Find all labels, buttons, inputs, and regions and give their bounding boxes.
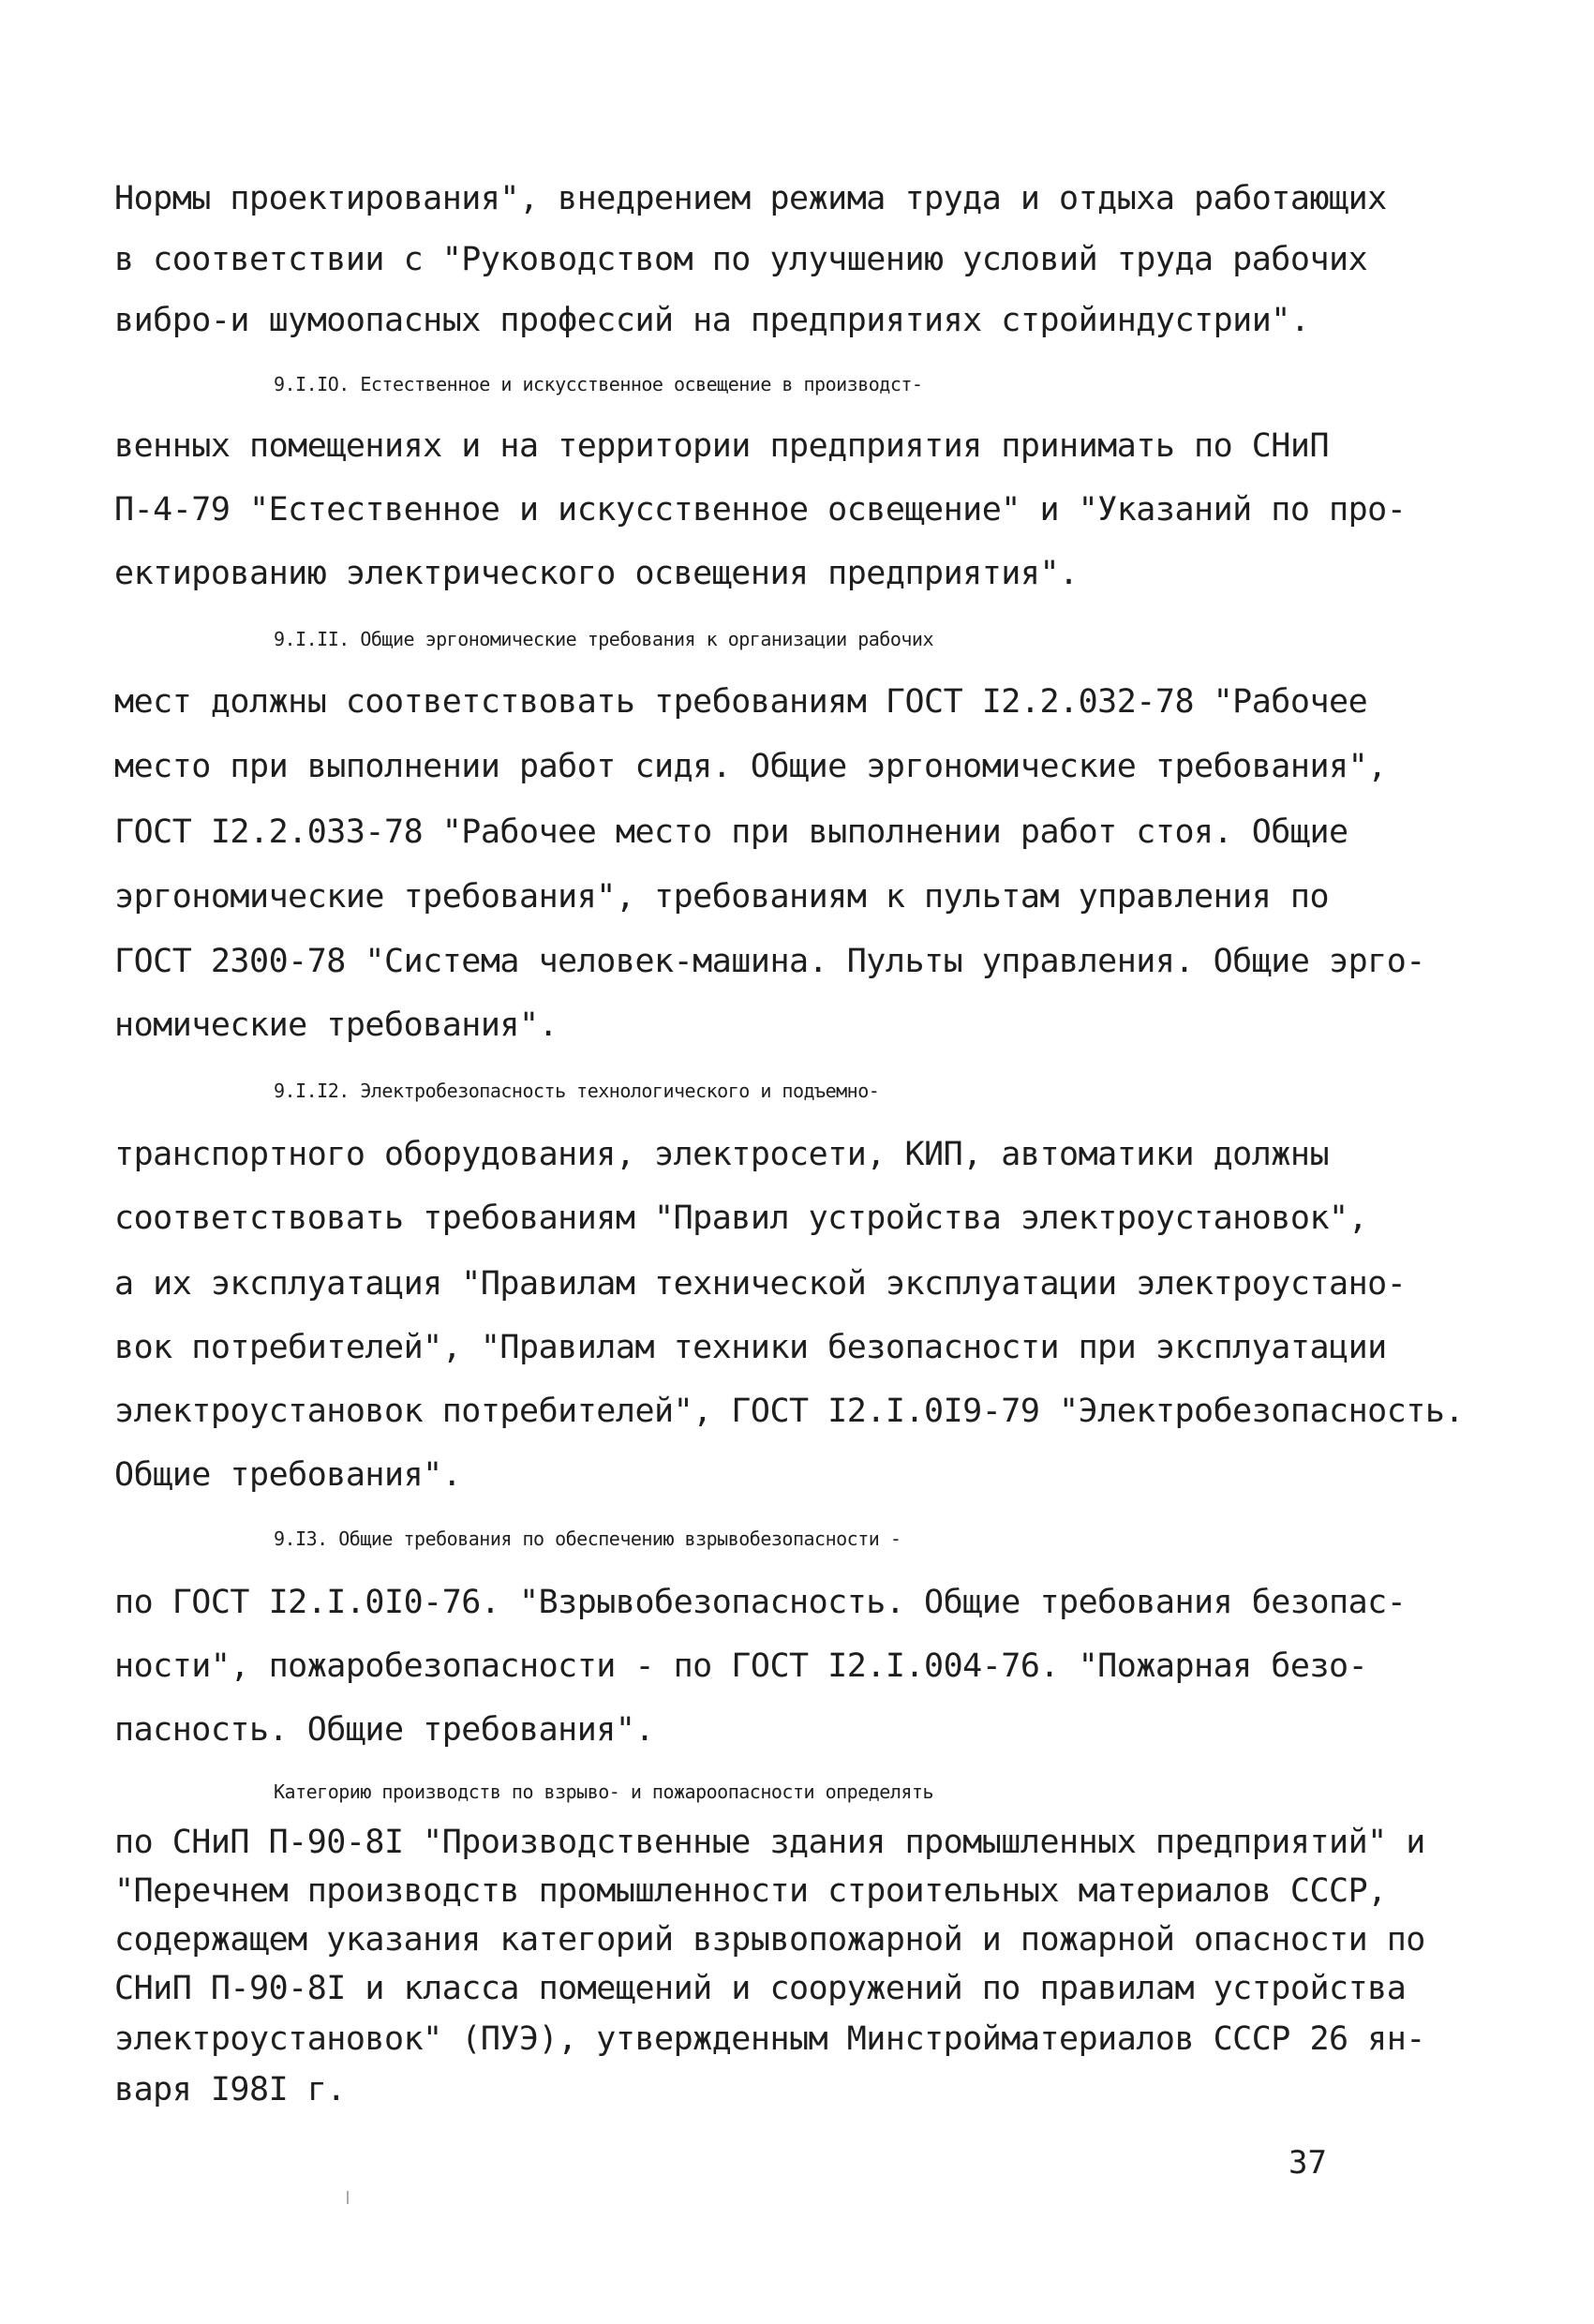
text-line: СНиП П-90-8I и класса помещений и сооружений по правилам устройства [114, 1970, 1407, 2007]
text-line: Общие требования". [114, 1456, 462, 1494]
text-line: Категорию производств по взрыво- и пожароопасности определять [274, 1780, 934, 1803]
text-line: вибро-и шумоопасных профессий на предприятиях стройиндустрии". [114, 302, 1310, 339]
text-line: номические требования". [114, 1006, 559, 1044]
text-line: ности", пожаробезопасности - по ГОСТ I2.I.004-76. "Пожарная безо- [114, 1647, 1368, 1685]
text-line: Нормы проектирования", внедрением режима труда и отдыха работающих [114, 180, 1387, 217]
text-line: ГОСТ 2300-78 "Система человек-машина. Пульты управления. Общие эрго- [114, 943, 1425, 980]
text-line: пасность. Общие требования". [114, 1711, 655, 1749]
text-line: по СНиП П-90-8I "Производственные здания промышленных предприятий" и [114, 1824, 1425, 1861]
text-line: транспортного оборудования, электросети, КИП, автоматики должны [114, 1136, 1330, 1173]
text-line: а их эксплуатация "Правилам технической эксплуатации электроустано- [114, 1265, 1407, 1303]
text-line: электроустановок" (ПУЭ), утвержденным Минстройматериалов СССР 26 ян- [114, 2020, 1425, 2058]
scan-artifact [347, 2191, 349, 2204]
text-line: 9.I3. Общие требования по обеспечению взрывобезопасности - [274, 1527, 901, 1550]
text-line: ГОСТ I2.2.033-78 "Рабочее место при выполнении работ стоя. Общие [114, 813, 1348, 851]
page-number: 37 [1289, 2144, 1327, 2182]
text-line: содержащем указания категорий взрывопожарной и пожарной опасности по [114, 1921, 1425, 1959]
text-line: вок потребителей", "Правилам техники безопасности при эксплуатации [114, 1329, 1387, 1366]
text-line: по ГОСТ I2.I.0I0-76. "Взрывобезопасность. Общие требования безопас- [114, 1584, 1407, 1621]
text-line: соответствовать требованиям "Правил устройства электроустановок", [114, 1199, 1368, 1237]
text-line: 9.I.I2. Электробезопасность технологического и подъемно- [274, 1080, 880, 1102]
text-line: место при выполнении работ сидя. Общие эргономические требования", [114, 748, 1387, 785]
text-line: П-4-79 "Естественное и искусственное освещение" и "Указаний по про- [114, 491, 1407, 529]
text-line: электроустановок потребителей", ГОСТ I2.I.0I9-79 "Электробезопасность. [114, 1393, 1465, 1430]
text-line: эргономические требования", требованиям к пультам управления по [114, 878, 1330, 916]
text-line: варя I98I г. [114, 2071, 346, 2108]
text-line: в соответствии с "Руководством по улучшению условий труда рабочих [114, 241, 1368, 278]
text-line: мест должны соответствовать требованиям ГОСТ I2.2.032-78 "Рабочее [114, 683, 1368, 721]
text-line: венных помещениях и на территории предприятия принимать по СНиП [114, 427, 1330, 465]
text-line: 9.I.IО. Естественное и искусственное освещение в производст- [274, 373, 923, 395]
text-line: "Перечнем производств промышленности строительных материалов СССР, [114, 1872, 1387, 1910]
text-line: 9.I.II. Общие эргономические требования к организации рабочих [274, 628, 934, 650]
text-line: ектированию электрического освещения предприятия". [114, 555, 1079, 592]
